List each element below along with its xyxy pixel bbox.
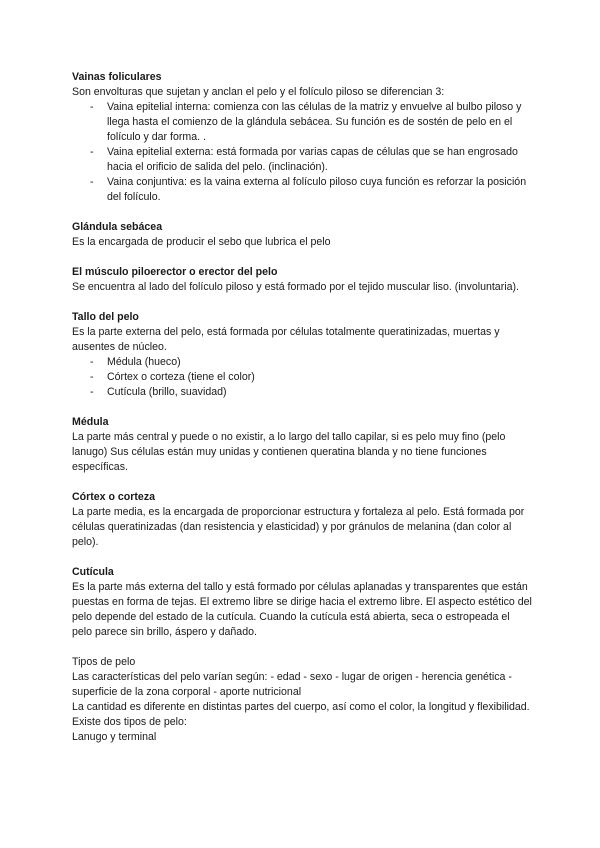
list-item-text: Médula (hueco) bbox=[107, 356, 181, 368]
section-medula bbox=[72, 415, 532, 475]
section-paragraph: Es la encargada de producir el sebo que lubrica el pelo bbox=[72, 236, 331, 248]
list-item-text: Córtex o corteza (tiene el color) bbox=[107, 371, 255, 383]
section-tallo-del-pelo bbox=[72, 310, 532, 400]
section-glandula-sebacea bbox=[72, 220, 532, 250]
section-paragraph: Es la parte externa del pelo, está formada por células totalmente queratinizadas, muertas y ausentes de núcleo. bbox=[72, 326, 500, 353]
tipos-line: Existe dos tipos de pelo: bbox=[72, 716, 187, 728]
section-paragraph: Se encuentra al lado del folículo piloso y está formado por el tejido muscular liso. (involuntaria). bbox=[72, 281, 519, 293]
tipos-title: Tipos de pelo bbox=[72, 656, 136, 668]
dash-marker: - bbox=[90, 371, 94, 383]
list-item-text: Vaina epitelial interna: comienza con las células de la matriz y envuelve al bulbo piloso y llega hasta el comienzo de la glándula sebácea. Su función es de sostén de pelo en el folículo y dar forma. . bbox=[107, 101, 522, 143]
list-item bbox=[72, 355, 532, 370]
document-page bbox=[72, 70, 532, 760]
dash-marker: - bbox=[90, 101, 94, 113]
section-heading: Glándula sebácea bbox=[72, 221, 163, 233]
tipos-line: Las características del pelo varían según: - edad - sexo - lugar de origen - herencia genética - superficie de la zona corporal - aporte nutricional bbox=[72, 671, 512, 698]
tipos-line: La cantidad es diferente en distintas partes del cuerpo, así como el color, la longitud y flexibilidad. bbox=[72, 701, 530, 713]
section-paragraph: La parte más central y puede o no existir, a lo largo del tallo capilar, si es pelo muy fino (pelo lanugo) Sus células están muy unidas y contienen queratina blanda y no tiene funciones específicas. bbox=[72, 431, 506, 473]
tipos-line: Lanugo y terminal bbox=[72, 731, 157, 743]
section-heading: Córtex o corteza bbox=[72, 491, 156, 503]
list-item bbox=[72, 175, 532, 205]
section-musculo-piloerector bbox=[72, 265, 532, 295]
section-cortex bbox=[72, 490, 532, 550]
dash-marker: - bbox=[90, 356, 94, 368]
section-heading: Cutícula bbox=[72, 566, 114, 578]
list-item bbox=[72, 145, 532, 175]
list-item bbox=[72, 370, 532, 385]
list-item-text: Vaina epitelial externa: está formada por varias capas de células que se han engrosado hacia el orificio de salida del pelo. (inclinación). bbox=[107, 146, 518, 173]
list-item bbox=[72, 100, 532, 145]
section-vainas-foliculares bbox=[72, 70, 532, 205]
section-paragraph: La parte media, es la encargada de proporcionar estructura y fortaleza al pelo. Está formada por células queratinizadas (dan resistencia y elasticidad) y por gránulos de melanina (dan color al pelo). bbox=[72, 506, 525, 548]
section-heading: Tallo del pelo bbox=[72, 311, 139, 323]
list-item-text: Cutícula (brillo, suavidad) bbox=[107, 386, 227, 398]
section-heading: El músculo piloerector o erector del pelo bbox=[72, 266, 278, 278]
list-item-text: Vaina conjuntiva: es la vaina externa al folículo piloso cuya función es reforzar la posición del folículo. bbox=[107, 176, 527, 203]
section-paragraph: Son envolturas que sujetan y anclan el pelo y el folículo piloso se diferencian 3: bbox=[72, 86, 445, 98]
list-item bbox=[72, 385, 532, 400]
section-cuticula bbox=[72, 565, 532, 640]
dash-marker: - bbox=[90, 176, 94, 188]
dash-marker: - bbox=[90, 146, 94, 158]
section-tipos-de-pelo bbox=[72, 655, 532, 745]
dash-list bbox=[72, 355, 532, 400]
dash-marker: - bbox=[90, 386, 94, 398]
dash-list bbox=[72, 100, 532, 205]
section-heading: Vainas foliculares bbox=[72, 71, 162, 83]
section-heading: Médula bbox=[72, 416, 109, 428]
section-paragraph: Es la parte más externa del tallo y está formado por células aplanadas y transparentes que están puestas en forma de tejas. El extremo libre se dirige hacia el extremo libre. El aspecto estético del pelo depende del estado de la cutícula. Cuando la cutícula está abierta, seca o estropeada el pelo parece sin brillo, áspero y dañado. bbox=[72, 581, 532, 638]
